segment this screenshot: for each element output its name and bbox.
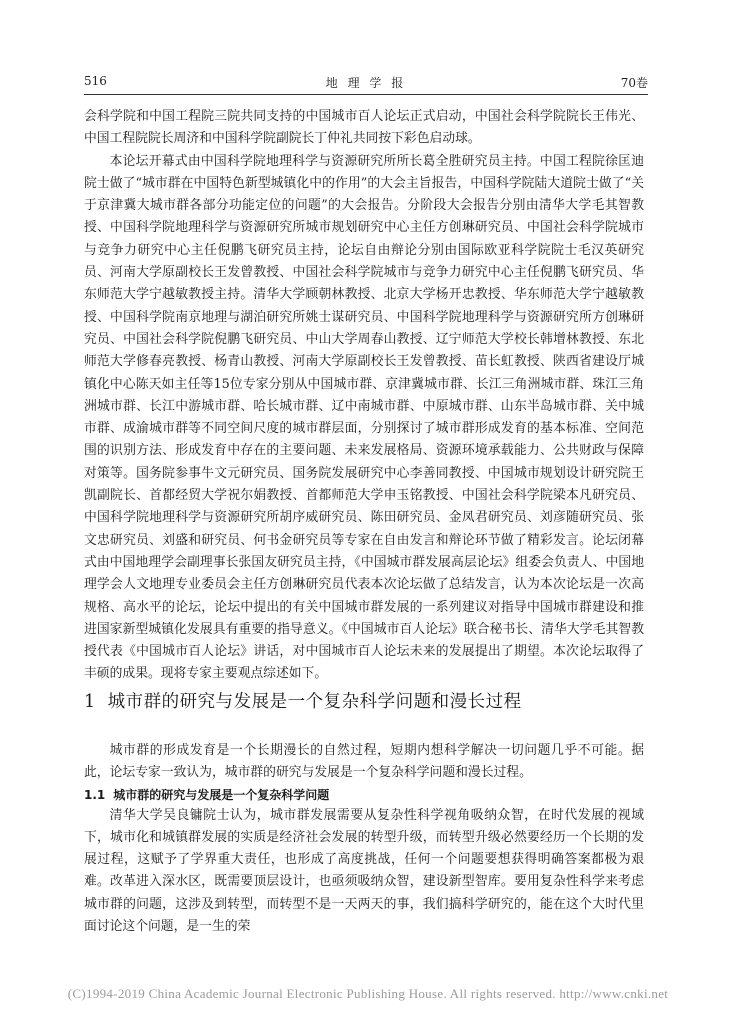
- subsection-paragraph: 清华大学吴良镛院士认为，城市群发展需要从复杂性科学视角吸纳众智，在时代发展的视域下，城市化和城镇群发展的实质是经济社会发展的转型升级，而转型升级必然要经历一个长期的发展过程，这赋予了学界重大责任，也形成了高度挑战，任何一个问题要想获得明确答案都极为艰难。改革进入深水区，既需要顶层设计，也亟须吸纳众智，建设新型智库。要用复杂性科学来考虑城市群的问题，这涉及到转型，而转型不是一天两天的事，我们搞科学研究的，能在这个大时代里面讨论这个问题，是一生的荣: [84, 807, 644, 935]
- intro-text: [84, 106, 644, 686]
- page-number: 516: [84, 74, 107, 88]
- section-title: 城市群的研究与发展是一个复杂科学问题和漫长过程: [107, 692, 522, 712]
- section-number: 1: [84, 692, 96, 712]
- running-header: [84, 74, 648, 96]
- body-paragraph: 本论坛开幕式由中国科学院地理科学与资源研究所所长葛全胜研究员主持。中国工程院徐匡迪院士做了“城市群在中国特色新型城镇化中的作用”的大会主旨报告，中国科学院陆大道院士做了“关于京津冀大城市群各部分功能定位的问题”的大会报告。分阶段大会报告分别由清华大学毛其智教授、中国科学院地理科学与资源研究所城市规划研究中心主任方创琳研究员、中国社会科学院城市与竞争力研究中心主任倪鹏飞研究员主持，论坛自由辩论分别由国际欧亚科学院院士毛汉英研究员、河南大学原副校长王发曾教授、中国社会科学院城市与竞争力研究中心主任倪鹏飞研究员、华东师范大学宁越敏教授主持。清华大学顾朝林教授、北京大学杨开忠教授、华东师范大学宁越敏教授、中国科学院南京地理与湖泊研究所姚士谋研究员、中国科学院地理科学与资源研究所方创琳研究员、中国社会科学院倪鹏飞研究员、中山大学周春山教授、辽宁师范大学校长韩增林教授、东北师范大学修春亮教授、杨青山教授、河南大学原副校长王发曾教授、苗长虹教授、陕西省建设厅城镇化中心陈天如主任等15位专家分别从中国城市群、京津冀城市群、长江三角洲城市群、珠江三角洲城市群、长江中游城市群、哈长城市群、辽中南城市群、中原城市群、山东半岛城市群、关中城市群、成渝城市群等不同空间尺度的城市群层面，分别探讨了城市群形成发育的基本标准、空间范围的识别方法、形成发育中存在的主要问题、未来发展格局、资源环境承载能力、公共财政与保障对策等。国务院参事牛文元研究员、国务院发展研究中心李善同教授、中国城市规划设计研究院王凯副院长、首都经贸大学祝尔娟教授、首都师范大学申玉铭教授、中国社会科学院梁本凡研究员、中国科学院地理科学与资源研究所胡序威研究员、陈田研究员、金凤君研究员、刘彦随研究员、张文忠研究员、刘盛和研究员、何书金研究员等专家在自由发言和辩论环节做了精彩发言。论坛闭幕式由中国地理学会副理事长张国友研究员主持，《中国城市群发展高层论坛》组委会负责人、中国地理学会人文地理专业委员会主任方创琳研究员代表本次论坛做了总结发言，认为本次论坛是一次高规格、高水平的论坛，论坛中提出的有关中国城市群发展的一系列建议对指导中国城市群建设和推进国家新型城镇化发展具有重要的指导意义。《中国城市百人论坛》联合秘书长、清华大学毛其智教授代表《中国城市百人论坛》讲话，对中国城市百人论坛未来的发展提出了期望。本次论坛取得了丰硕的成果。现将专家主要观点综述如下。: [84, 153, 644, 682]
- subsection-heading: [84, 785, 644, 805]
- section-paragraph: 城市群的形成发育是一个长期漫长的自然过程，短期内想科学解决一切问题几乎不可能。据此，论坛专家一致认为，城市群的研究与发展是一个复杂科学问题和漫长过程。: [84, 743, 644, 781]
- subsection-title: 城市群的研究与发展是一个复杂科学问题: [113, 787, 330, 802]
- journal-name: 地 理 学 报: [325, 76, 407, 90]
- continued-paragraph: 会科学院和中国工程院三院共同支持的中国城市百人论坛正式启动，中国社会科学院院长王伟光、中国工程院院长周济和中国科学院副院长丁仲礼共同按下彩色启动球。: [84, 109, 644, 147]
- header-rule: [84, 94, 648, 95]
- section-text: [84, 740, 644, 938]
- copyright-footer: (C)1994-2019 China Academic Journal Electronic Publishing House. All rights reserved. http://www.cnki.net: [67, 986, 669, 1001]
- subsection-number: 1.1: [84, 787, 106, 802]
- section-heading: [84, 690, 644, 714]
- volume-label: 70卷: [620, 76, 648, 90]
